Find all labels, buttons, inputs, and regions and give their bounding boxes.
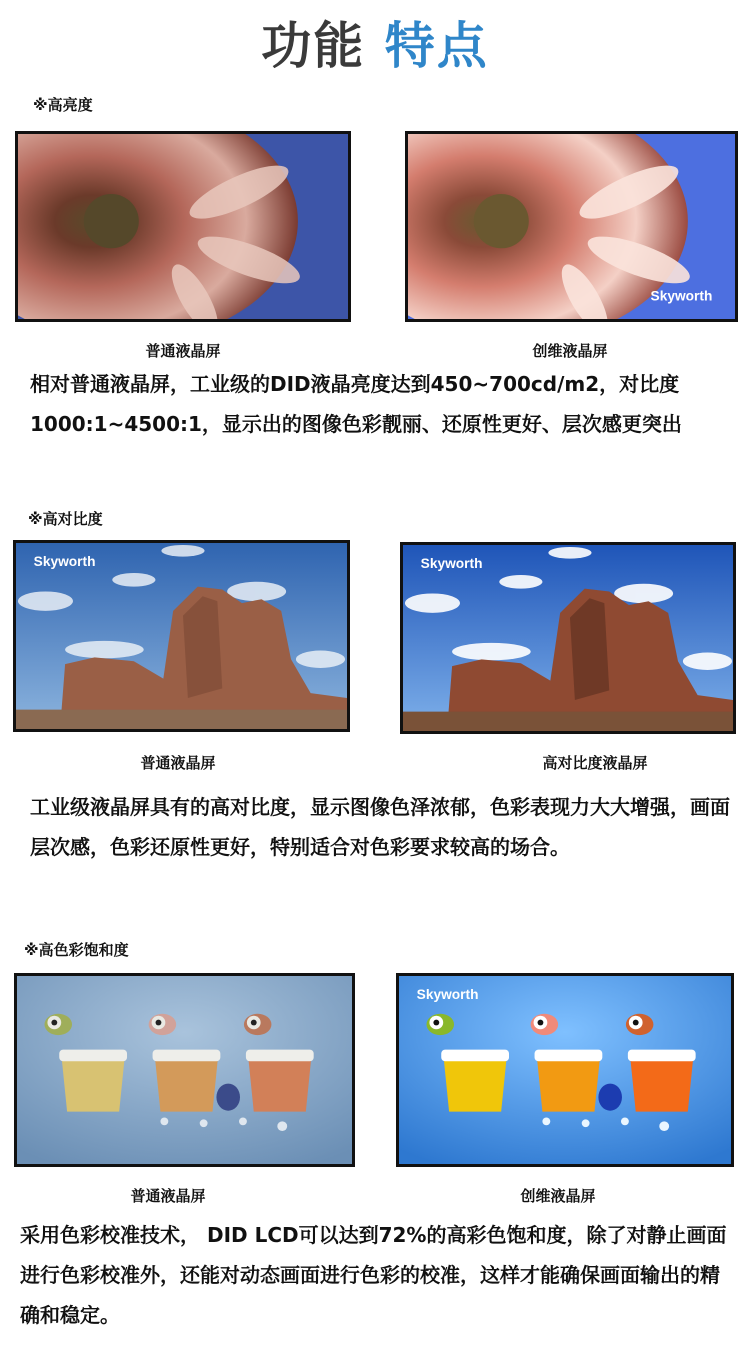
caption-skyworth-lcd: 创维液晶屏 xyxy=(532,342,608,360)
caption-skyworth-lcd: 创维液晶屏 xyxy=(520,1187,596,1205)
skyworth-watermark-left: Skyworth xyxy=(33,554,96,570)
caption-normal-lcd: 普通液晶屏 xyxy=(145,342,221,360)
rock-image-high-contrast xyxy=(400,542,736,734)
caption-normal-lcd: 普通液晶屏 xyxy=(140,754,216,772)
section-heading-saturation: ※高色彩饱和度 xyxy=(24,941,129,959)
title-part-1: 功能 xyxy=(261,17,366,75)
section-heading-brightness: ※高亮度 xyxy=(33,96,93,114)
skyworth-watermark: Skyworth xyxy=(650,288,713,304)
rock-image-normal xyxy=(13,540,350,732)
skyworth-watermark-right: Skyworth xyxy=(420,556,483,572)
page-title xyxy=(0,6,750,78)
flower-image-skyworth xyxy=(405,131,738,322)
contrast-description: 工业级液晶屏具有的高对比度，显示图像色泽浓郁，色彩表现力大大增强，画面层次感，色彩还原性更好，特别适合对色彩要求较高的场合。 xyxy=(30,795,730,859)
caption-normal-lcd: 普通液晶屏 xyxy=(130,1187,206,1205)
flower-image-normal xyxy=(15,131,351,322)
skyworth-watermark-cups: Skyworth xyxy=(416,987,479,1003)
saturation-description: 采用色彩校准技术， DID LCD可以达到72%的高彩色饱和度，除了对静止画面进行色彩校准外，还能对动态画面进行色彩的校准，这样才能确保画面输出的精确和稳定。 xyxy=(20,1223,727,1327)
title-part-2: 特点 xyxy=(384,17,489,75)
cups-image-skyworth xyxy=(396,973,734,1167)
section-heading-contrast: ※高对比度 xyxy=(28,510,103,528)
caption-high-contrast-lcd: 高对比度液晶屏 xyxy=(542,754,648,772)
cups-image-normal xyxy=(14,973,355,1167)
brightness-description: 相对普通液晶屏，工业级的DID液晶亮度达到450~700cd/m2，对比度1000:1~4500:1，显示出的图像色彩靓丽、还原性更好、层次感更突出 xyxy=(30,372,682,436)
